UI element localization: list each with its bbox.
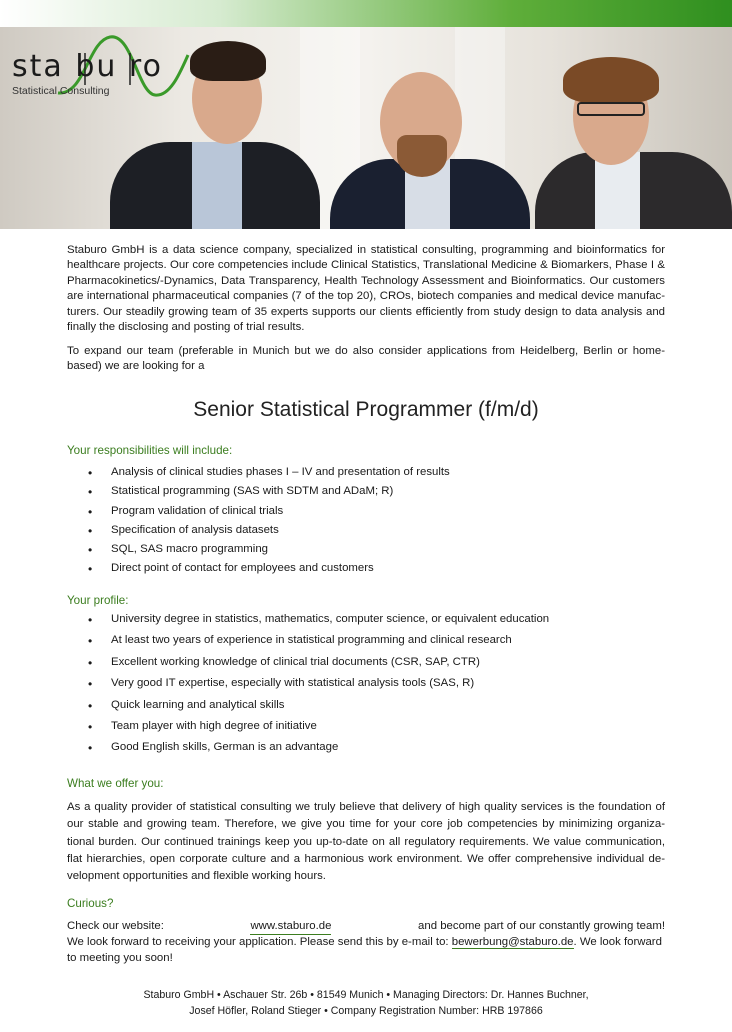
person-middle — [325, 27, 535, 229]
responsibilities-heading: Your responsibilities will include: — [67, 444, 233, 457]
list-item: • Statistical programming (SAS with SDTM and ADaM; R) — [67, 485, 667, 504]
offer-paragraph: As a quality provider of statistical consulting we truly believe that delivery of high quality services is the foundation of our stable and growing team. Therefore, we give you time for your core job competencies by minimizing organiza-tional burden. Our continued trainings keep you up-to-date on all regulatory requirements. We value communication, flat hierarchies, open corporate culture and a harmonious work environment. We offer comprehensive individual de-velopment opportunities and flexible working hours. — [67, 801, 665, 883]
list-item: • Analysis of clinical studies phases I – IV and presentation of results — [67, 466, 667, 485]
application-text: We look forward to receiving your application. Please send this by e-mail to: — [67, 936, 449, 949]
footer-line-1: Staburo GmbH • Aschauer Str. 26b • 81549 Munich • Managing Directors: Dr. Hannes Buchner, — [143, 989, 589, 1001]
curious-heading: Curious? — [67, 897, 114, 910]
list-item: • Quick learning and analytical skills — [67, 699, 667, 720]
curious-paragraph — [67, 919, 665, 966]
footer — [0, 987, 732, 1019]
top-color-bar — [0, 0, 732, 27]
email-link[interactable]: bewerbung@staburo.de — [451, 936, 574, 949]
list-item: • Direct point of contact for employees and customers — [67, 562, 667, 581]
list-item: • Excellent working knowledge of clinical trial documents (CSR, SAP, CTR) — [67, 656, 667, 677]
list-item: • Very good IT expertise, especially with statistical analysis tools (SAS, R) — [67, 677, 667, 698]
list-item: • Program validation of clinical trials — [67, 505, 667, 524]
list-item: • SQL, SAS macro programming — [67, 543, 667, 562]
list-item: • Team player with high degree of initiative — [67, 720, 667, 741]
profile-heading: Your profile: — [67, 594, 129, 607]
list-item: • At least two years of experience in statistical programming and clinical research — [67, 634, 667, 655]
closing-text: . We look forward to meeting you soon! — [67, 936, 662, 964]
offer-heading: What we offer you: — [67, 777, 164, 790]
person-right — [535, 27, 732, 229]
responsibilities-list — [67, 466, 667, 582]
intro-paragraph-2: To expand our team (preferable in Munich but we do also consider applications from Heidelberg, Berlin or home-based) we are looking for a — [67, 345, 665, 373]
list-item: • Specification of analysis datasets — [67, 524, 667, 543]
staburo-logo — [10, 33, 190, 99]
footer-line-2: Josef Höfler, Roland Stieger • Company Registration Number: HRB 197866 — [189, 1005, 543, 1017]
logo-wordmark: sta bu ro — [12, 49, 163, 84]
logo-tagline: Statistical Consulting — [12, 85, 110, 97]
profile-list — [67, 613, 667, 763]
website-link[interactable]: www.staburo.de — [250, 919, 331, 935]
list-item: • Good English skills, German is an advantage — [67, 741, 667, 762]
intro-paragraph: Staburo GmbH is a data science company, specialized in statistical consulting, programming and bioinformatics for healthcare projects. Our core competencies include Clinical Statistics, Translational Medicine & Biomarkers, Phase I & Pharmacokinetics/-Dynamics, Data Transparency, Health Technology Assessment and Bioinformatics. Our customers are international pharmaceutical companies (7 of the top 20), CROs, biotech companies and medical device manufac-turers. Our steadily growing team of 35 experts supports our clients efficiently from study design to data analysis and finally the disclosing and posting of trial results. — [67, 244, 665, 334]
list-item: • University degree in statistics, mathematics, computer science, or equivalent education — [67, 613, 667, 634]
curious-pre-link: Check our website: — [67, 920, 164, 932]
curious-post-link: and become part of our constantly growing team! — [418, 920, 665, 932]
job-title: Senior Statistical Programmer (f/m/d) — [193, 398, 539, 421]
